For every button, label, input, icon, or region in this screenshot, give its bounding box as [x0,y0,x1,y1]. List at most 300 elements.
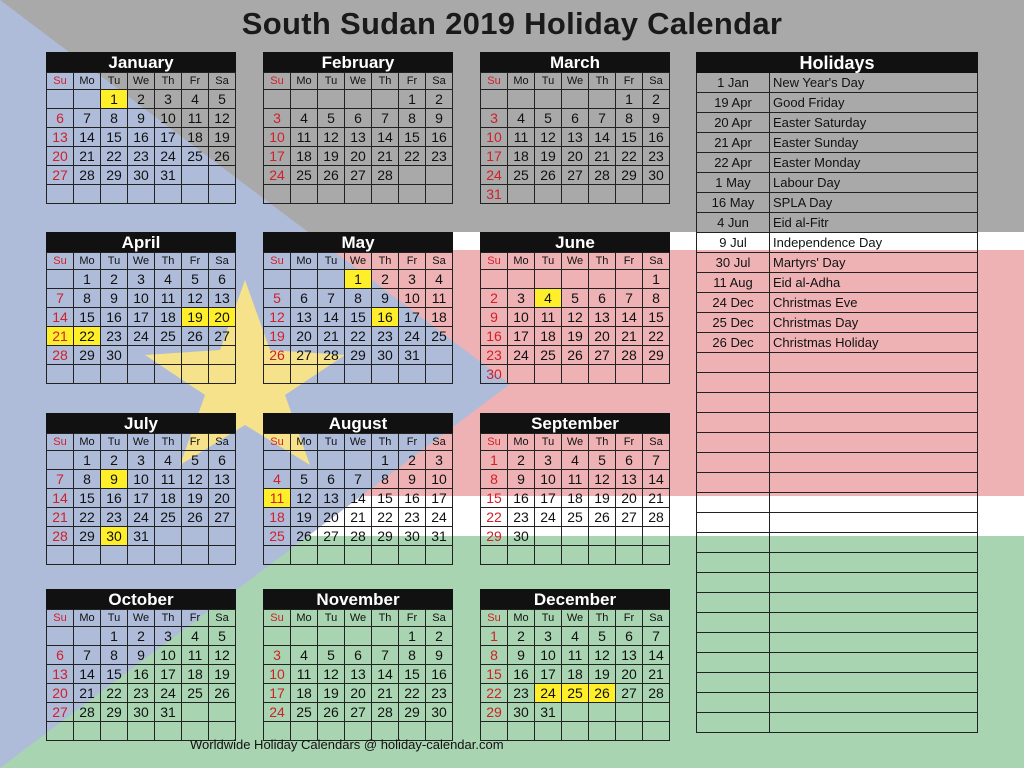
day-cell: 3 [128,270,155,289]
day-cell: 2 [101,270,128,289]
day-cell: 8 [101,109,128,128]
weekday-header: Mo [291,434,318,451]
weekday-header: Tu [101,434,128,451]
day-cell: 25 [426,327,453,346]
weekday-header: Tu [318,73,345,90]
day-cell: 25 [155,508,182,527]
holiday-date-empty [697,353,770,372]
day-cell: 2 [101,451,128,470]
empty-cell [128,722,155,741]
day-cell: 16 [101,489,128,508]
day-cell: 11 [562,470,589,489]
day-cell: 27 [345,166,372,185]
empty-cell [535,90,562,109]
day-cell: 28 [589,166,616,185]
empty-cell [562,270,589,289]
day-cell: 6 [47,646,74,665]
day-cell: 15 [74,489,101,508]
day-cell: 15 [616,128,643,147]
day-cell: 19 [589,489,616,508]
day-cell: 26 [318,703,345,722]
weekday-header: Fr [182,434,209,451]
day-cell: 9 [101,289,128,308]
day-cell: 14 [74,665,101,684]
day-cell: 7 [47,470,74,489]
weekday-header: Th [589,434,616,451]
holiday-row-empty [697,653,978,673]
month-grid [46,433,236,565]
empty-cell [345,365,372,384]
holiday-row-empty [697,473,978,493]
month-name: April [46,232,236,252]
weekday-header: Tu [535,73,562,90]
empty-cell [616,546,643,565]
day-cell: 22 [643,327,670,346]
day-cell: 20 [291,327,318,346]
holiday-date-empty [697,433,770,452]
empty-cell [426,185,453,204]
day-cell: 26 [209,684,236,703]
holiday-name: Labour Day [773,175,841,190]
weekday-header: Fr [616,253,643,270]
empty-cell [481,90,508,109]
holiday-row-empty [697,553,978,573]
empty-cell [291,451,318,470]
day-cell: 23 [643,147,670,166]
holiday-name-empty [770,533,977,552]
weekday-header: Mo [74,73,101,90]
month-name: June [480,232,670,252]
day-cell: 1 [345,270,372,289]
day-cell: 12 [264,308,291,327]
empty-cell [155,527,182,546]
weekday-header: Th [155,434,182,451]
day-cell: 25 [291,166,318,185]
holiday-row-empty [697,393,978,413]
day-cell: 9 [372,289,399,308]
day-cell: 28 [372,166,399,185]
empty-cell [508,546,535,565]
empty-cell [399,546,426,565]
weekday-header: Th [372,610,399,627]
day-cell: 29 [101,703,128,722]
holiday-name-empty [770,453,977,472]
day-cell: 27 [616,684,643,703]
day-cell: 21 [372,147,399,166]
day-cell: 11 [508,128,535,147]
day-cell: 16 [643,128,670,147]
day-cell: 20 [589,327,616,346]
day-cell: 26 [291,527,318,546]
empty-cell [264,270,291,289]
day-cell: 25 [562,508,589,527]
day-cell: 4 [426,270,453,289]
weekday-header: We [128,434,155,451]
month-name: November [263,589,453,609]
day-cell: 23 [508,508,535,527]
weekday-header: Tu [101,73,128,90]
day-cell: 1 [101,90,128,109]
day-cell: 5 [182,451,209,470]
empty-cell [74,365,101,384]
day-cell: 8 [372,470,399,489]
day-cell: 17 [155,128,182,147]
day-cell: 18 [508,147,535,166]
day-cell: 17 [535,489,562,508]
day-cell: 22 [616,147,643,166]
holiday-name: Easter Saturday [773,115,867,130]
holiday-date-empty [697,493,770,512]
day-cell: 10 [508,308,535,327]
empty-cell [372,185,399,204]
day-cell: 4 [182,90,209,109]
day-cell: 17 [264,684,291,703]
day-cell: 26 [182,508,209,527]
day-cell: 17 [481,147,508,166]
day-cell: 15 [643,308,670,327]
day-cell: 7 [589,109,616,128]
day-cell: 1 [481,451,508,470]
weekday-header: Sa [426,253,453,270]
month-july [46,413,236,565]
day-cell: 4 [182,627,209,646]
weekday-header: Tu [535,610,562,627]
day-cell: 3 [535,627,562,646]
day-cell: 14 [643,470,670,489]
holiday-name: Easter Monday [773,155,861,170]
empty-cell [616,270,643,289]
holiday-name: Christmas Day [773,315,859,330]
day-cell: 24 [535,684,562,703]
day-cell: 29 [481,703,508,722]
day-cell: 30 [372,346,399,365]
weekday-header: Fr [616,610,643,627]
holiday-name-empty [770,473,977,492]
holiday-date-empty [697,673,770,692]
day-cell: 22 [481,684,508,703]
day-cell: 28 [74,703,101,722]
day-cell: 4 [155,270,182,289]
empty-cell [47,722,74,741]
day-cell: 20 [47,684,74,703]
empty-cell [209,166,236,185]
holiday-name: Martyrs' Day [773,255,846,270]
weekday-header: Sa [209,434,236,451]
day-cell: 25 [182,684,209,703]
day-cell: 27 [209,508,236,527]
weekday-header: Sa [643,253,670,270]
day-cell: 15 [481,665,508,684]
day-cell: 4 [291,646,318,665]
holiday-name: Eid al-Fitr [773,215,829,230]
day-cell: 7 [616,289,643,308]
day-cell: 31 [481,185,508,204]
day-cell: 23 [128,684,155,703]
holiday-date-empty [697,513,770,532]
day-cell: 5 [318,646,345,665]
holidays-table [696,73,978,733]
day-cell: 1 [399,627,426,646]
holiday-date: 24 Dec [697,293,770,312]
holiday-name-empty [770,593,977,612]
weekday-header: Tu [318,253,345,270]
day-cell: 22 [74,327,101,346]
day-cell: 19 [291,508,318,527]
empty-cell [209,185,236,204]
day-cell: 26 [535,166,562,185]
weekday-header: We [128,73,155,90]
holiday-date-empty [697,613,770,632]
holiday-name-empty [770,673,977,692]
day-cell: 8 [616,109,643,128]
day-cell: 21 [47,508,74,527]
day-cell: 21 [318,327,345,346]
empty-cell [562,527,589,546]
weekday-header: Tu [101,253,128,270]
day-cell: 18 [155,308,182,327]
day-cell: 27 [47,166,74,185]
day-cell: 16 [399,489,426,508]
empty-cell [481,270,508,289]
holiday-date: 16 May [697,193,770,212]
month-february [263,52,453,204]
day-cell: 13 [209,470,236,489]
empty-cell [47,546,74,565]
empty-cell [643,185,670,204]
day-cell: 31 [399,346,426,365]
empty-cell [74,90,101,109]
holiday-row-empty [697,453,978,473]
day-cell: 7 [372,646,399,665]
day-cell: 1 [74,451,101,470]
day-cell: 30 [426,703,453,722]
day-cell: 15 [481,489,508,508]
day-cell: 16 [426,128,453,147]
day-cell: 18 [535,327,562,346]
day-cell: 5 [209,627,236,646]
holiday-date: 19 Apr [697,93,770,112]
day-cell: 3 [508,289,535,308]
empty-cell [291,270,318,289]
day-cell: 30 [481,365,508,384]
day-cell: 7 [318,289,345,308]
month-grid [480,252,670,384]
day-cell: 27 [291,346,318,365]
day-cell: 7 [643,451,670,470]
empty-cell [74,546,101,565]
weekday-header: Su [481,610,508,627]
day-cell: 29 [399,703,426,722]
holiday-date: 20 Apr [697,113,770,132]
day-cell: 4 [508,109,535,128]
holiday-name: Good Friday [773,95,845,110]
empty-cell [182,546,209,565]
day-cell: 28 [345,527,372,546]
day-cell: 12 [291,489,318,508]
day-cell: 5 [318,109,345,128]
day-cell: 5 [589,451,616,470]
empty-cell [426,346,453,365]
day-cell: 21 [643,489,670,508]
empty-cell [372,90,399,109]
weekday-header: Su [264,610,291,627]
day-cell: 26 [318,166,345,185]
day-cell: 20 [318,508,345,527]
empty-cell [562,365,589,384]
holiday-date-empty [697,393,770,412]
day-cell: 11 [562,646,589,665]
holiday-name: Christmas Holiday [773,335,879,350]
day-cell: 14 [47,308,74,327]
day-cell: 20 [209,489,236,508]
day-cell: 29 [643,346,670,365]
day-cell: 1 [101,627,128,646]
day-cell: 22 [101,684,128,703]
day-cell: 13 [318,489,345,508]
day-cell: 11 [155,470,182,489]
empty-cell [589,90,616,109]
holiday-date: 30 Jul [697,253,770,272]
month-august [263,413,453,565]
month-name: March [480,52,670,72]
day-cell: 17 [155,665,182,684]
day-cell: 8 [481,646,508,665]
day-cell: 9 [643,109,670,128]
day-cell: 13 [47,128,74,147]
empty-cell [616,185,643,204]
day-cell: 20 [345,147,372,166]
day-cell: 11 [182,109,209,128]
day-cell: 13 [291,308,318,327]
weekday-header: Sa [426,73,453,90]
day-cell: 14 [47,489,74,508]
day-cell: 14 [318,308,345,327]
day-cell: 18 [562,489,589,508]
empty-cell [264,185,291,204]
day-cell: 15 [345,308,372,327]
holiday-name-empty [770,413,977,432]
day-cell: 18 [182,665,209,684]
holiday-row-empty [697,413,978,433]
empty-cell [155,365,182,384]
holidays-panel [696,52,978,733]
month-december [480,589,670,741]
day-cell: 6 [616,451,643,470]
holiday-name-empty [770,553,977,572]
day-cell: 31 [155,703,182,722]
day-cell: 23 [481,346,508,365]
empty-cell [535,527,562,546]
weekday-header: Fr [399,253,426,270]
day-cell: 17 [399,308,426,327]
day-cell: 6 [562,109,589,128]
month-grid [263,72,453,204]
day-cell: 8 [101,646,128,665]
day-cell: 6 [616,627,643,646]
month-october [46,589,236,741]
day-cell: 6 [345,646,372,665]
day-cell: 24 [399,327,426,346]
holiday-date-empty [697,413,770,432]
month-may [263,232,453,384]
empty-cell [589,185,616,204]
day-cell: 10 [128,470,155,489]
empty-cell [47,451,74,470]
day-cell: 15 [101,128,128,147]
day-cell: 10 [264,665,291,684]
day-cell: 16 [101,308,128,327]
empty-cell [182,185,209,204]
day-cell: 27 [589,346,616,365]
day-cell: 2 [128,627,155,646]
day-cell: 12 [182,470,209,489]
day-cell: 28 [643,684,670,703]
empty-cell [589,270,616,289]
holiday-row [697,333,978,353]
holiday-row-empty [697,673,978,693]
day-cell: 3 [426,451,453,470]
day-cell: 9 [426,646,453,665]
day-cell: 2 [372,270,399,289]
day-cell: 17 [128,489,155,508]
day-cell: 8 [345,289,372,308]
day-cell: 23 [128,147,155,166]
holiday-row-empty [697,373,978,393]
day-cell: 22 [481,508,508,527]
day-cell: 29 [101,166,128,185]
empty-cell [291,365,318,384]
weekday-header: Th [372,253,399,270]
day-cell: 10 [264,128,291,147]
holiday-name-empty [770,693,977,712]
day-cell: 27 [318,527,345,546]
day-cell: 18 [264,508,291,527]
holiday-row [697,73,978,93]
day-cell: 6 [589,289,616,308]
empty-cell [345,451,372,470]
weekday-header: Tu [101,610,128,627]
weekday-header: Fr [182,253,209,270]
day-cell: 27 [345,703,372,722]
day-cell: 28 [643,508,670,527]
empty-cell [74,185,101,204]
day-cell: 28 [47,527,74,546]
day-cell: 7 [47,289,74,308]
empty-cell [47,365,74,384]
day-cell: 30 [508,703,535,722]
weekday-header: We [128,253,155,270]
holiday-date: 26 Dec [697,333,770,352]
day-cell: 21 [589,147,616,166]
holiday-row-empty [697,613,978,633]
month-name: September [480,413,670,433]
weekday-header: Tu [535,434,562,451]
empty-cell [318,451,345,470]
holiday-row-empty [697,573,978,593]
empty-cell [643,365,670,384]
holiday-name-empty [770,353,977,372]
day-cell: 6 [345,109,372,128]
day-cell: 3 [264,646,291,665]
day-cell: 6 [209,451,236,470]
weekday-header: Th [589,610,616,627]
holiday-row [697,113,978,133]
day-cell: 24 [128,508,155,527]
day-cell: 12 [209,109,236,128]
empty-cell [372,546,399,565]
weekday-header: Sa [209,73,236,90]
empty-cell [101,185,128,204]
